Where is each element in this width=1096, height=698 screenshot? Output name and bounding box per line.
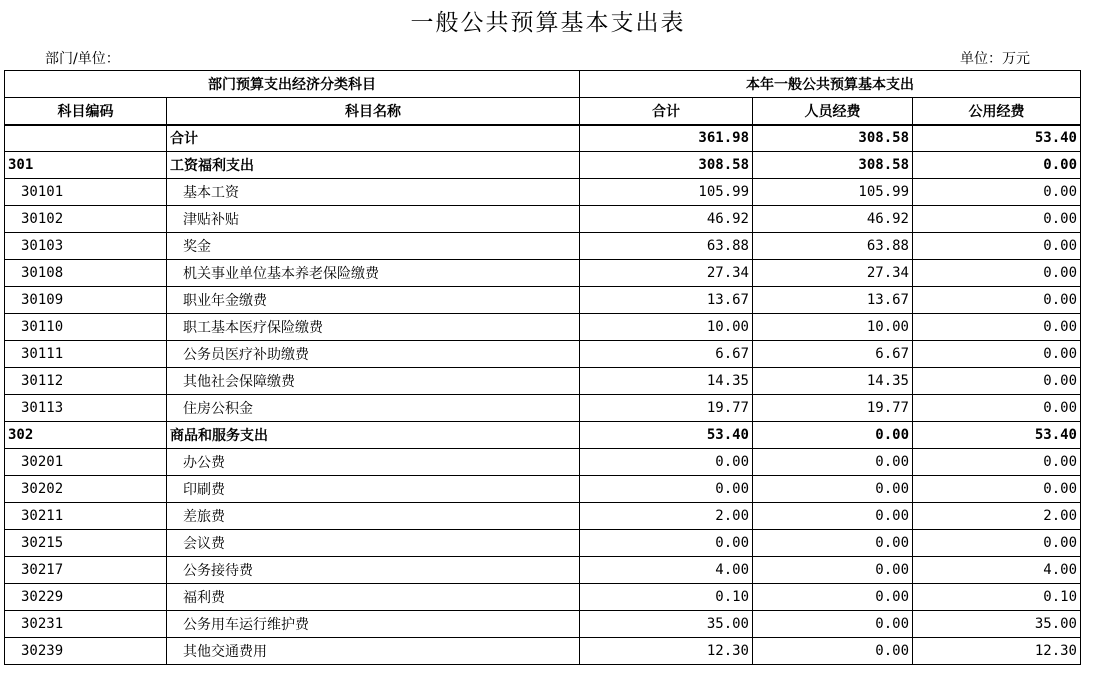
- row-total: 361.98: [580, 125, 753, 152]
- row-total: 0.10: [580, 584, 753, 611]
- row-name: 津贴补贴: [167, 206, 580, 233]
- row-public: 53.40: [913, 422, 1081, 449]
- row-public: 4.00: [913, 557, 1081, 584]
- page-title: 一般公共预算基本支出表: [410, 10, 686, 36]
- row-personnel: 0.00: [753, 638, 913, 665]
- row-personnel: 0.00: [753, 611, 913, 638]
- row-code: 30109: [5, 287, 167, 314]
- table-row: [5, 395, 1081, 422]
- table-row: [5, 611, 1081, 638]
- table-body: [5, 125, 1081, 665]
- row-code: 30111: [5, 341, 167, 368]
- row-personnel: 105.99: [753, 179, 913, 206]
- row-public: 0.00: [913, 260, 1081, 287]
- row-personnel: 63.88: [753, 233, 913, 260]
- table-row: [5, 152, 1081, 179]
- row-personnel: 6.67: [753, 341, 913, 368]
- table-row: [5, 449, 1081, 476]
- row-code: 30229: [5, 584, 167, 611]
- table-row: [5, 638, 1081, 665]
- row-public: 0.00: [913, 476, 1081, 503]
- row-code: 30102: [5, 206, 167, 233]
- row-name: 工资福利支出: [167, 152, 580, 179]
- row-code: 30201: [5, 449, 167, 476]
- header-group-left: 部门预算支出经济分类科目: [5, 71, 580, 98]
- table-row: [5, 503, 1081, 530]
- header-total: 合计: [580, 98, 753, 125]
- row-code: 30108: [5, 260, 167, 287]
- row-personnel: 308.58: [753, 152, 913, 179]
- header-group-right: 本年一般公共预算基本支出: [580, 71, 1081, 98]
- row-total: 14.35: [580, 368, 753, 395]
- row-name: 印刷费: [167, 476, 580, 503]
- row-name: 职业年金缴费: [167, 287, 580, 314]
- row-personnel: 13.67: [753, 287, 913, 314]
- row-code: 30103: [5, 233, 167, 260]
- row-code: [5, 125, 167, 152]
- table-row: [5, 557, 1081, 584]
- table-row: [5, 314, 1081, 341]
- row-name: 其他社会保障缴费: [167, 368, 580, 395]
- row-public: 0.00: [913, 395, 1081, 422]
- row-total: 53.40: [580, 422, 753, 449]
- row-name: 机关事业单位基本养老保险缴费: [167, 260, 580, 287]
- row-name: 奖金: [167, 233, 580, 260]
- row-personnel: 0.00: [753, 584, 913, 611]
- table-row: [5, 530, 1081, 557]
- row-code: 30101: [5, 179, 167, 206]
- budget-table: [4, 70, 1081, 665]
- row-total: 19.77: [580, 395, 753, 422]
- row-public: 0.00: [913, 341, 1081, 368]
- row-total: 10.00: [580, 314, 753, 341]
- row-public: 0.10: [913, 584, 1081, 611]
- header-public: 公用经费: [913, 98, 1081, 125]
- row-name: 会议费: [167, 530, 580, 557]
- row-personnel: 0.00: [753, 530, 913, 557]
- table-row: [5, 206, 1081, 233]
- row-total: 308.58: [580, 152, 753, 179]
- row-name: 合计: [167, 125, 580, 152]
- header-code: 科目编码: [5, 98, 167, 125]
- row-total: 105.99: [580, 179, 753, 206]
- row-name: 公务用车运行维护费: [167, 611, 580, 638]
- row-personnel: 0.00: [753, 449, 913, 476]
- row-total: 0.00: [580, 476, 753, 503]
- row-code: 302: [5, 422, 167, 449]
- row-total: 0.00: [580, 530, 753, 557]
- row-personnel: 0.00: [753, 503, 913, 530]
- table-row: [5, 287, 1081, 314]
- row-name: 商品和服务支出: [167, 422, 580, 449]
- row-name: 公务员医疗补助缴费: [167, 341, 580, 368]
- row-name: 公务接待费: [167, 557, 580, 584]
- row-personnel: 10.00: [753, 314, 913, 341]
- row-public: 2.00: [913, 503, 1081, 530]
- row-public: 12.30: [913, 638, 1081, 665]
- row-public: 0.00: [913, 152, 1081, 179]
- row-personnel: 0.00: [753, 557, 913, 584]
- table-row: [5, 584, 1081, 611]
- row-name: 办公费: [167, 449, 580, 476]
- table-row: [5, 233, 1081, 260]
- header-group-row: [5, 71, 1081, 98]
- row-code: 30239: [5, 638, 167, 665]
- table-row: [5, 476, 1081, 503]
- row-personnel: 308.58: [753, 125, 913, 152]
- row-code: 30202: [5, 476, 167, 503]
- row-name: 住房公积金: [167, 395, 580, 422]
- row-public: 0.00: [913, 206, 1081, 233]
- table-row: [5, 179, 1081, 206]
- row-code: 301: [5, 152, 167, 179]
- table-row: [5, 125, 1081, 152]
- row-total: 12.30: [580, 638, 753, 665]
- row-personnel: 0.00: [753, 422, 913, 449]
- row-code: 30112: [5, 368, 167, 395]
- table-row: [5, 341, 1081, 368]
- row-personnel: 27.34: [753, 260, 913, 287]
- unit-label: 单位：万元: [960, 51, 1030, 67]
- header-name: 科目名称: [167, 98, 580, 125]
- row-public: 0.00: [913, 179, 1081, 206]
- row-personnel: 14.35: [753, 368, 913, 395]
- row-public: 0.00: [913, 530, 1081, 557]
- row-name: 基本工资: [167, 179, 580, 206]
- row-public: 53.40: [913, 125, 1081, 152]
- row-code: 30113: [5, 395, 167, 422]
- row-public: 35.00: [913, 611, 1081, 638]
- row-total: 0.00: [580, 449, 753, 476]
- row-total: 46.92: [580, 206, 753, 233]
- row-personnel: 46.92: [753, 206, 913, 233]
- row-public: 0.00: [913, 449, 1081, 476]
- row-total: 27.34: [580, 260, 753, 287]
- row-total: 6.67: [580, 341, 753, 368]
- row-personnel: 19.77: [753, 395, 913, 422]
- row-total: 4.00: [580, 557, 753, 584]
- header-personnel: 人员经费: [753, 98, 913, 125]
- row-code: 30231: [5, 611, 167, 638]
- row-public: 0.00: [913, 368, 1081, 395]
- department-label: 部门/单位：: [45, 51, 120, 67]
- row-public: 0.00: [913, 287, 1081, 314]
- row-total: 63.88: [580, 233, 753, 260]
- table-row: [5, 368, 1081, 395]
- row-code: 30215: [5, 530, 167, 557]
- table-row: [5, 422, 1081, 449]
- row-name: 职工基本医疗保险缴费: [167, 314, 580, 341]
- row-code: 30110: [5, 314, 167, 341]
- row-public: 0.00: [913, 314, 1081, 341]
- row-code: 30211: [5, 503, 167, 530]
- row-total: 13.67: [580, 287, 753, 314]
- row-public: 0.00: [913, 233, 1081, 260]
- row-name: 差旅费: [167, 503, 580, 530]
- row-name: 福利费: [167, 584, 580, 611]
- row-total: 35.00: [580, 611, 753, 638]
- header-column-row: [5, 98, 1081, 125]
- row-code: 30217: [5, 557, 167, 584]
- table-row: [5, 260, 1081, 287]
- row-name: 其他交通费用: [167, 638, 580, 665]
- row-total: 2.00: [580, 503, 753, 530]
- row-personnel: 0.00: [753, 476, 913, 503]
